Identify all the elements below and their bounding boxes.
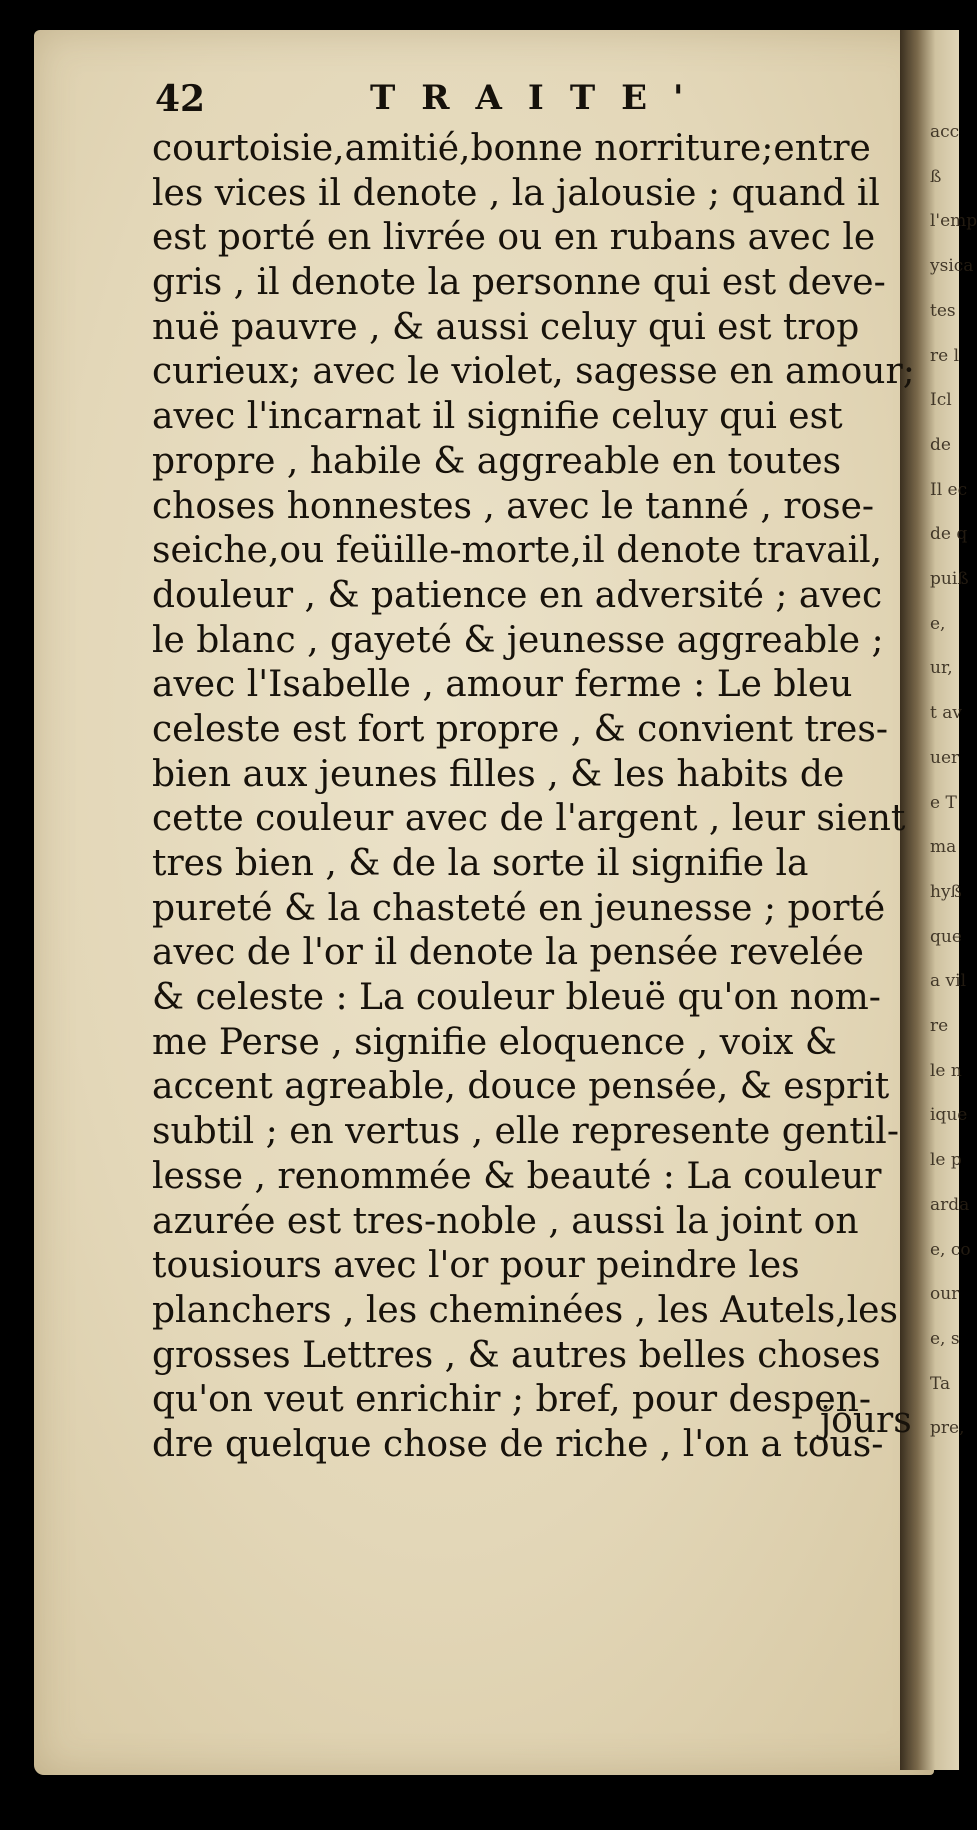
text-line: tres bien , & de la sorte il signifie la: [152, 843, 809, 884]
text-line: choses honnestes , avec le tanné , rose-: [152, 485, 875, 527]
facing-page-fragment: tes: [930, 300, 956, 321]
facing-page-fragment: Il ec: [930, 479, 968, 500]
catchword: jours: [820, 1400, 912, 1441]
facing-page-fragment: l'emp: [930, 211, 977, 232]
facing-page-fragment: ß: [930, 166, 942, 187]
text-line: nuë pauvre , & aussi celuy qui est trop: [152, 306, 860, 348]
facing-page-fragment: ique: [930, 1105, 968, 1126]
facing-page-fragment: e T: [930, 792, 957, 813]
facing-page-fragment: ur,: [930, 658, 953, 679]
text-line: celeste est fort propre , & convient tres-: [152, 708, 888, 750]
text-line: le blanc , gayeté & jeunesse aggreable ;: [152, 619, 884, 661]
facing-page-fragment: ysica: [930, 256, 974, 277]
facing-page-fragment: Ta: [930, 1373, 951, 1394]
text-line: est porté en livrée ou en rubans avec le: [152, 217, 876, 259]
text-line: douleur , & patience en adversité ; avec: [152, 574, 883, 616]
text-line: bien aux jeunes filles , & les habits de: [152, 753, 845, 795]
facing-page-fragment: e, co: [930, 1239, 971, 1260]
facing-page-fragment: puiß: [930, 569, 969, 590]
text-line: planchers , les cheminées , les Autels,les: [152, 1289, 898, 1331]
text-line: avec de l'or il denote la pensée revelée: [152, 932, 864, 974]
text-line: accent agreable, douce pensée, & esprit: [152, 1066, 890, 1108]
facing-page-fragment: pre,: [930, 1418, 965, 1439]
running-head: TRAITE': [370, 78, 710, 118]
text-line: courtoisie,amitié,bonne norriture;entre: [152, 128, 871, 169]
text-line: grosses Lettres , & autres belles choses: [152, 1334, 881, 1376]
text-line: qu'on veut enrichir ; bref, pour despen-: [152, 1379, 872, 1421]
facing-page-fragment: acc: [930, 122, 960, 142]
facing-page-fragments: [930, 40, 977, 1830]
facing-page-fragment: hyß: [930, 881, 962, 902]
facing-page-fragment: our: [930, 1284, 960, 1305]
facing-page-fragment: e,: [930, 613, 946, 634]
facing-page-fragment: re l: [930, 345, 960, 366]
facing-page-fragment: uer: [930, 747, 960, 768]
text-line: pureté & la chasteté en jeunesse ; porté: [152, 887, 886, 929]
text-line: curieux; avec le violet, sagesse en amour;: [152, 351, 915, 393]
text-line: gris , il denote la personne qui est deve-: [152, 262, 886, 304]
facing-page-fragment: de: [930, 434, 951, 455]
page-header: [155, 78, 855, 128]
text-line: cette couleur avec de l'argent , leur sient: [152, 798, 906, 840]
facing-page-fragment: ma: [930, 837, 957, 858]
body-text: [152, 127, 932, 1468]
text-line: avec l'Isabelle , amour ferme : Le bleu: [152, 664, 853, 706]
facing-page-fragment: a vil: [930, 971, 967, 992]
text-line: azurée est tres-noble , aussi la joint on: [152, 1200, 859, 1242]
facing-page-fragment: que: [930, 926, 962, 947]
text-line: dre quelque chose de riche , l'on a tous-: [152, 1423, 884, 1465]
text-line: tousiours avec l'or pour peindre les: [152, 1245, 800, 1287]
text-line: & celeste : La couleur bleuë qu'on nom-: [152, 977, 881, 1019]
text-line: propre , habile & aggreable en toutes: [152, 440, 842, 482]
text-line: lesse , renommée & beauté : La couleur: [152, 1155, 882, 1197]
page-number: 42: [155, 78, 206, 120]
facing-page-fragment: e, s: [930, 1328, 960, 1349]
facing-page-fragment: t av: [930, 703, 962, 724]
text-line: me Perse , signifie eloquence , voix &: [152, 1021, 837, 1063]
facing-page-fragment: re: [930, 1016, 949, 1037]
facing-page-fragment: le p: [930, 1150, 962, 1171]
text-line: seiche,ou feüille-morte,il denote travail,: [152, 530, 883, 572]
text-line: les vices il denote , la jalousie ; quand il: [152, 172, 880, 214]
facing-page-fragment: de q: [930, 524, 968, 545]
facing-page-fragment: le n: [930, 1060, 962, 1081]
text-line: subtil ; en vertus , elle represente gentil-: [152, 1111, 899, 1153]
facing-page-fragment: Icl: [930, 390, 952, 411]
text-line: avec l'incarnat il signifie celuy qui est: [152, 396, 843, 438]
facing-page-fragment: arda: [930, 1194, 970, 1215]
